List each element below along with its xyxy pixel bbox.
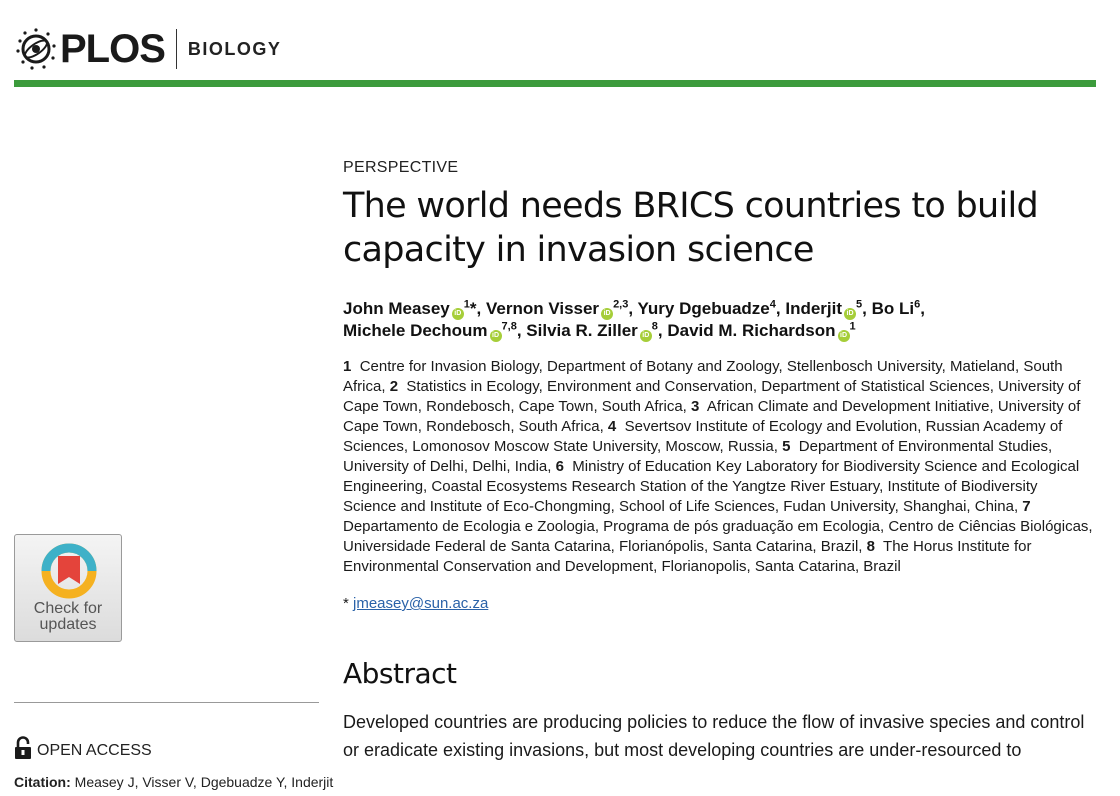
affiliation-text: Statistics in Ecology, Environment and Conservation, Department of Statistical Sciences, University of Cape Town, Rondebosch, Cape Town, South Africa (343, 378, 1081, 415)
correspondence (343, 595, 1095, 612)
affiliation-text: Ministry of Education Key Laboratory for Biodiversity Science and Ecological Engineering, Coastal Ecosystems Research Station of the Yangtze River Estuary, Institute of Biodiversity Science and Institute of Eco-Chongming, School of Life Sciences, Fudan University, Shanghai, China (343, 458, 1080, 515)
affiliation-number: 1 (343, 358, 352, 375)
orcid-icon[interactable]: iD (838, 330, 850, 342)
logo-wordmark: PLOS (60, 27, 165, 71)
article-type: PERSPECTIVE (343, 159, 459, 176)
affiliation-number: 4 (607, 418, 617, 435)
plos-biology-logo[interactable] (14, 26, 281, 72)
author-name[interactable]: Bo Li (871, 299, 915, 318)
author-affiliation-ref: 1 (849, 320, 856, 333)
author-name[interactable]: Vernon Visser (485, 299, 600, 318)
author-affiliation-ref: 1 (463, 298, 470, 311)
sidebar-divider (14, 702, 319, 703)
citation-label: Citation: (14, 774, 71, 790)
affiliation-number: 7 (1022, 498, 1031, 515)
affiliation-text: African Climate and Development Initiative, University of Cape Town, Rondebosch, South Africa (343, 398, 1081, 435)
author-affiliation-ref: 5 (856, 298, 863, 311)
affiliation-text: The Horus Institute for Environmental Conservation and Development, Florianopolis, Santa Catarina, Brazil (343, 538, 1032, 575)
corresponding-email-link[interactable]: jmeasey@sun.ac.za (353, 595, 489, 612)
author-affiliation-ref: 8 (651, 320, 658, 333)
crossmark-icon (39, 541, 99, 601)
affiliations: 1 Centre for Invasion Biology, Department of Botany and Zoology, Stellenbosch University, Matieland, South Africa, 2 Statistics in Ecology, Environment and Conservation, Department of Statistical Sciences, University of Cape Town, Rondebosch, Cape Town, South Africa, 3 African Climate and Development Initiative, University of Cape Town, Rondebosch, South Africa, 4 Severtsov Institute of Ecology and Evolution, Russian Academy of Sciences, Lomonosov Moscow State University, Moscow, Russia, 5 Department of Environmental Studies, University of Delhi, Delhi, India, 6 Ministry of Education Key Laboratory for Biodiversity Science and Ecological Engineering, Coastal Ecosystems Research Station of the Yangtze River Estuary, Institute of Biodiversity Science and Institute of Eco-Chongming, School of Life Sciences, Fudan University, Shanghai, China, 7 Departamento de Ecologia e Zoologia, Programa de pós graduação em Ecologia, Centro de Ciências Biológicas, Universidade Federal de Santa Catarina, Florianópolis, Santa Catarina, Brazil, 8 The Horus Institute for Environmental Conservation and Development, Florianopolis, Santa Catarina, Brazil (343, 358, 1093, 575)
author-name[interactable]: Michele Dechoum (343, 321, 488, 340)
article-title: The world needs BRICS countries to build capacity in invasion science (343, 186, 1039, 270)
author-affiliation-ref: 7,8 (501, 320, 517, 333)
check-updates-line1: Check for (33, 600, 103, 617)
affiliation-number: 8 (866, 538, 875, 555)
affiliation-number: 6 (555, 458, 564, 475)
author-name[interactable]: David M. Richardson (667, 321, 836, 340)
abstract-text: Developed countries are producing policies to reduce the flow of invasive species and control or eradicate existing invasions, but most developing countries are under-resourced to (343, 712, 1085, 760)
author-name[interactable]: John Measey (343, 299, 450, 318)
check-updates-line2: updates (39, 616, 97, 633)
journal-name: BIOLOGY (187, 38, 282, 59)
affiliation-number: 3 (691, 398, 700, 415)
orcid-icon[interactable]: iD (844, 308, 856, 320)
affiliation-text: Severtsov Institute of Ecology and Evolution, Russian Academy of Sciences, Lomonosov Moscow State University, Moscow, Russia (343, 418, 1063, 455)
abstract-heading: Abstract (343, 657, 457, 690)
check-for-updates-button[interactable] (14, 534, 122, 642)
orcid-icon[interactable]: iD (452, 308, 464, 320)
orcid-icon[interactable]: iD (490, 330, 502, 342)
affiliation-number: 2 (389, 378, 399, 395)
logo-divider (176, 29, 177, 69)
affiliation-text: Centre for Invasion Biology, Department of Botany and Zoology, Stellenbosch University, Matieland, South Africa (343, 358, 1063, 395)
open-access-label (14, 736, 152, 760)
orcid-icon[interactable]: iD (640, 330, 652, 342)
author-name[interactable]: Inderjit (785, 299, 843, 318)
affiliation-number: 5 (782, 438, 791, 455)
affiliation-text: Department of Environmental Studies, University of Delhi, Delhi, India (343, 438, 1053, 475)
author-affiliation-ref: 4 (769, 298, 776, 311)
open-lock-icon (14, 736, 32, 760)
affiliation-text: Departamento de Ecologia e Zoologia, Programa de pós graduação em Ecologia, Centro de Ciências Biológicas, Universidade Federal de Santa Catarina, Florianópolis, Santa Catarina, Brazil (343, 518, 1093, 555)
open-access-text: OPEN ACCESS (37, 742, 152, 759)
author-list: John Measey $iD^1*$, Vernon Visser iD$^{2,3}$, Yury Dgebuadze$^4$, Inderjit $iD^5$, Bo Li$^6$, Michele Dechoum iD$^{7,8}$, Silvia R. Ziller $iD^8$, David M. Richardson $iD^1$ (343, 298, 925, 340)
citation (14, 774, 333, 790)
plos-globe-icon (14, 27, 58, 71)
author-name[interactable]: Yury Dgebuadze (637, 299, 770, 318)
author-affiliation-ref: 6 (914, 298, 921, 311)
article-header (343, 158, 1095, 764)
check-for-updates-label (15, 601, 121, 633)
orcid-icon[interactable]: iD (601, 308, 613, 320)
correspondence-mark: * (343, 595, 349, 612)
author-affiliation-ref: 2,3 (613, 298, 629, 311)
citation-text: Measey J, Visser V, Dgebuadze Y, Inderjit (74, 774, 334, 790)
header-accent-bar (14, 80, 1096, 87)
author-name[interactable]: Silvia R. Ziller (526, 321, 638, 340)
corresponding-author-mark: * (469, 299, 477, 318)
